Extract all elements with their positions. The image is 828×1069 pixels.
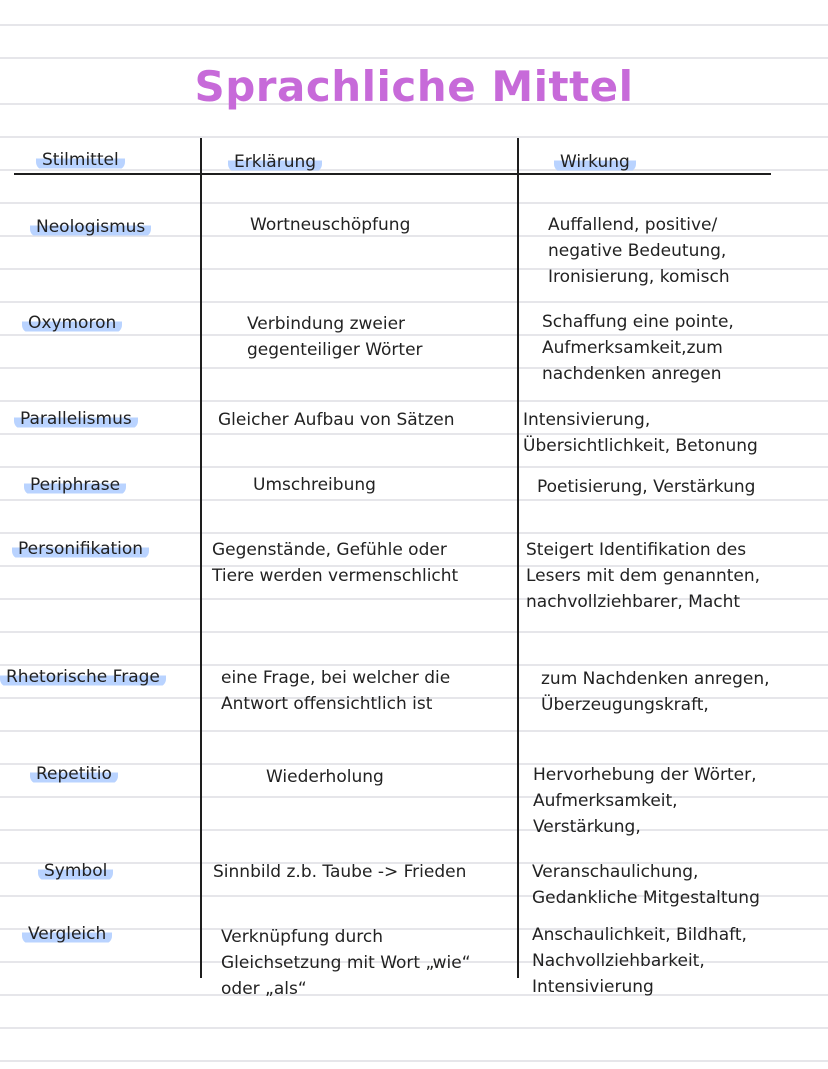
effect-vergleich: Anschaulichkeit, Bildhaft, Nachvollziehbarkeit, Intensivierung: [532, 925, 747, 997]
term-label: Vergleich: [22, 924, 112, 944]
term-repetitio: [30, 764, 118, 784]
term-label: Neologismus: [30, 217, 151, 237]
explanation-parallelismus: Gleicher Aufbau von Sätzen: [218, 410, 455, 430]
explanation-vergleich: Verknüpfung durch Gleichsetzung mit Wort „wie“ oder „als“: [221, 927, 471, 999]
effect-oxymoron: Schaffung eine pointe, Aufmerksamkeit,zum nachdenken anregen: [542, 312, 734, 384]
effect-personifikation: Steigert Identifikation des Lesers mit dem genannten, nachvollziehbarer, Macht: [526, 540, 761, 612]
explanation-neologismus: Wortneuschöpfung: [250, 215, 411, 235]
effect-repetitio: Hervorhebung der Wörter, Aufmerksamkeit, Verstärkung,: [533, 765, 757, 837]
effect-neologismus: Auffallend, positive/ negative Bedeutung, Ironisierung, komisch: [548, 215, 730, 287]
explanation-symbol: Sinnbild z.b. Taube -> Frieden: [213, 862, 467, 882]
explanation-rhetorische-frage: eine Frage, bei welcher die Antwort offensichtlich ist: [221, 668, 451, 714]
header-stilmittel-label: Stilmittel: [36, 150, 125, 170]
term-oxymoron: [22, 313, 122, 333]
effect-periphrase: Poetisierung, Verstärkung: [537, 477, 756, 497]
header-divider: [14, 173, 771, 175]
effect-parallelismus: Intensivierung, Übersichtlichkeit, Betonung: [523, 410, 758, 456]
term-rhetorische-frage: [0, 667, 166, 687]
term-label: Rhetorische Frage: [0, 667, 166, 687]
term-label: Periphrase: [24, 475, 126, 495]
explanation-personifikation: Gegenstände, Gefühle oder Tiere werden vermenschlicht: [212, 540, 459, 586]
term-periphrase: [24, 475, 126, 495]
page-title: Sprachliche Mittel: [194, 62, 634, 111]
term-label: Parallelismus: [14, 409, 138, 429]
term-label: Repetitio: [30, 764, 118, 784]
explanation-oxymoron: Verbindung zweier gegenteiliger Wörter: [247, 314, 423, 360]
term-personifikation: [12, 539, 149, 559]
term-label: Oxymoron: [22, 313, 122, 333]
explanation-periphrase: Umschreibung: [253, 475, 376, 495]
header-stilmittel: [36, 150, 125, 170]
term-label: Personifikation: [12, 539, 149, 559]
term-symbol: [38, 861, 113, 881]
term-label: Symbol: [38, 861, 113, 881]
header-wirkung: [554, 152, 636, 172]
term-parallelismus: [14, 409, 138, 429]
header-wirkung-label: Wirkung: [554, 152, 636, 172]
header-erklaerung-label: Erklärung: [228, 152, 322, 172]
header-erklaerung: [228, 152, 322, 172]
effect-rhetorische-frage: zum Nachdenken anregen, Überzeugungskraft,: [541, 669, 770, 715]
term-neologismus: [30, 217, 151, 237]
term-vergleich: [22, 924, 112, 944]
column-divider-1: [200, 138, 202, 978]
effect-symbol: Veranschaulichung, Gedankliche Mitgestaltung: [532, 862, 760, 908]
explanation-repetitio: Wiederholung: [266, 767, 384, 787]
column-divider-2: [517, 138, 519, 978]
